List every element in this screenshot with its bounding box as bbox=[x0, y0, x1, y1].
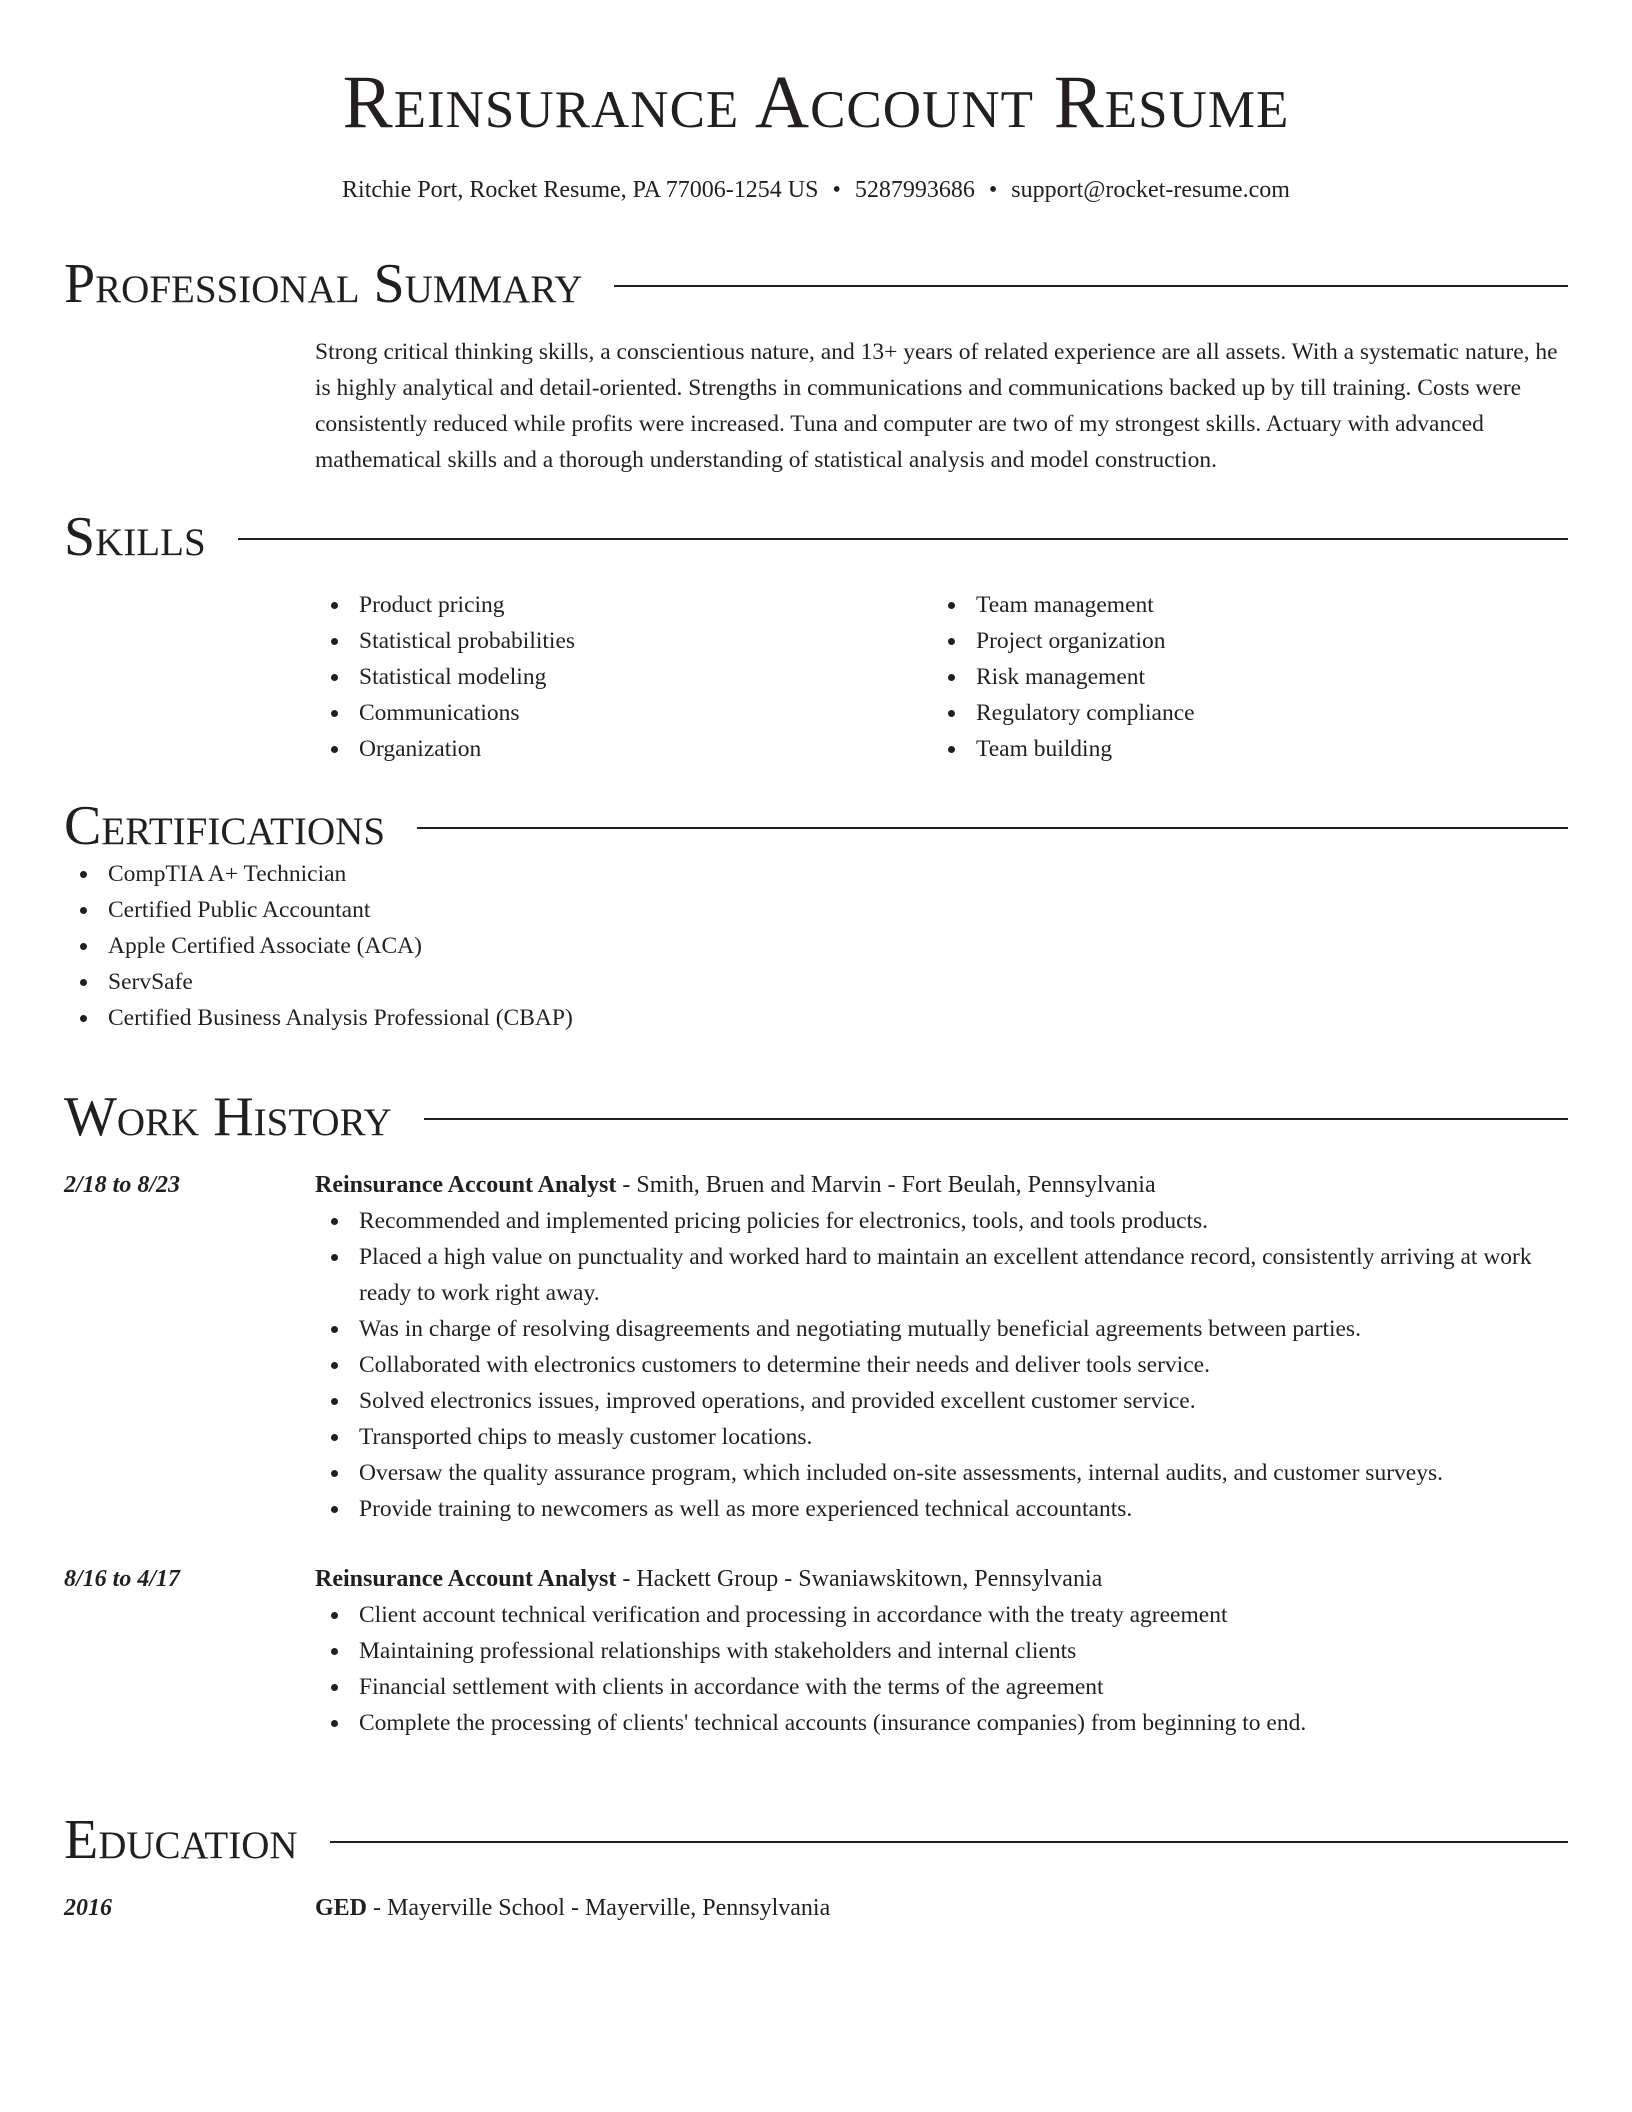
section-divider bbox=[238, 538, 1568, 540]
contact-separator: • bbox=[988, 177, 998, 203]
job-bullet: Complete the processing of clients' technical accounts (insurance companies) from beginning to end. bbox=[315, 1705, 1568, 1741]
education-heading bbox=[315, 1890, 1568, 1926]
education-year: 2016 bbox=[64, 1895, 112, 1921]
job-body bbox=[315, 1561, 1568, 1741]
section-header bbox=[64, 254, 1568, 314]
section-title: Education bbox=[64, 1809, 298, 1871]
certification-item: Certified Public Accountant bbox=[64, 892, 1568, 928]
section-title: Skills bbox=[64, 506, 206, 568]
job-title: Reinsurance Account Analyst bbox=[315, 1566, 617, 1592]
section-title: Professional Summary bbox=[64, 253, 583, 315]
education-school: - Mayerville School - Mayerville, Pennsylvania bbox=[367, 1895, 831, 1921]
section-header bbox=[64, 1810, 1568, 1870]
job-entry bbox=[64, 1561, 1568, 1741]
job-body bbox=[315, 1167, 1568, 1527]
job-heading bbox=[315, 1167, 1568, 1203]
job-bullet: Transported chips to measly customer locations. bbox=[315, 1419, 1568, 1455]
skill-item: Risk management bbox=[932, 659, 1549, 695]
certification-item: Apple Certified Associate (ACA) bbox=[64, 928, 1568, 964]
education-entry bbox=[64, 1890, 1568, 1926]
job-bullets bbox=[315, 1597, 1568, 1741]
job-bullet: Oversaw the quality assurance program, which included on-site assessments, internal audits, and customer surveys. bbox=[315, 1455, 1568, 1491]
certification-item: CompTIA A+ Technician bbox=[64, 856, 1568, 892]
skills-section bbox=[64, 507, 1568, 767]
skills-columns bbox=[315, 587, 1568, 767]
skill-item: Project organization bbox=[932, 623, 1549, 659]
education-degree: GED bbox=[315, 1895, 368, 1921]
skill-item: Team management bbox=[932, 587, 1549, 623]
section-title: Certifications bbox=[64, 795, 386, 857]
job-bullet: Collaborated with electronics customers to determine their needs and deliver tools service. bbox=[315, 1347, 1568, 1383]
contact-line bbox=[0, 175, 1632, 205]
job-bullet: Client account technical verification and processing in accordance with the treaty agreement bbox=[315, 1597, 1568, 1633]
job-dates: 2/18 to 8/23 bbox=[64, 1172, 181, 1198]
job-entry bbox=[64, 1167, 1568, 1527]
job-bullet: Placed a high value on punctuality and worked hard to maintain an excellent attendance record, consistently arriving at work ready to work right away. bbox=[315, 1239, 1568, 1311]
section-header bbox=[64, 507, 1568, 567]
summary-text: Strong critical thinking skills, a conscientious nature, and 13+ years of related experience are all assets. With a systematic nature, he is highly analytical and detail-oriented. Strengths in communications and communications backed up by till training. Costs were consistently reduced while profits were increased. Tuna and computer are two of my strongest skills. Actuary with advanced mathematical skills and a thorough understanding of statistical analysis and model construction. bbox=[315, 339, 1558, 473]
section-title: Work History bbox=[64, 1086, 392, 1148]
skill-item: Communications bbox=[315, 695, 932, 731]
job-employer: - Smith, Bruen and Marvin - Fort Beulah, Pennsylvania bbox=[616, 1172, 1156, 1198]
education-section bbox=[64, 1810, 1568, 1926]
certification-item: ServSafe bbox=[64, 964, 1568, 1000]
job-bullet: Financial settlement with clients in accordance with the terms of the agreement bbox=[315, 1669, 1568, 1705]
section-divider bbox=[424, 1118, 1568, 1120]
job-dates: 8/16 to 4/17 bbox=[64, 1566, 181, 1592]
skills-list-left bbox=[315, 587, 932, 767]
job-bullet: Solved electronics issues, improved operations, and provided excellent customer service. bbox=[315, 1383, 1568, 1419]
contact-phone: 5287993686 bbox=[854, 177, 975, 203]
skills-list-right bbox=[932, 587, 1549, 767]
section-divider bbox=[417, 827, 1568, 829]
job-bullet: Maintaining professional relationships with stakeholders and internal clients bbox=[315, 1633, 1568, 1669]
job-bullet: Was in charge of resolving disagreements and negotiating mutually beneficial agreements between parties. bbox=[315, 1311, 1568, 1347]
job-bullets bbox=[315, 1203, 1568, 1527]
section-header bbox=[64, 796, 1568, 856]
section-divider bbox=[614, 285, 1568, 287]
skill-item: Team building bbox=[932, 731, 1549, 767]
job-bullet: Provide training to newcomers as well as more experienced technical accountants. bbox=[315, 1491, 1568, 1527]
skill-item: Statistical probabilities bbox=[315, 623, 932, 659]
job-bullet: Recommended and implemented pricing policies for electronics, tools, and tools products. bbox=[315, 1203, 1568, 1239]
job-title: Reinsurance Account Analyst bbox=[315, 1172, 617, 1198]
certifications-section bbox=[64, 796, 1568, 1036]
certification-item: Certified Business Analysis Professional (CBAP) bbox=[64, 1000, 1568, 1036]
certifications-list bbox=[64, 856, 1568, 1036]
contact-address: Ritchie Port, Rocket Resume, PA 77006-1254 US bbox=[342, 177, 819, 203]
education-body bbox=[315, 1890, 1568, 1926]
job-employer: - Hackett Group - Swaniawskitown, Pennsylvania bbox=[616, 1566, 1103, 1592]
section-header bbox=[64, 1087, 1568, 1147]
skill-item: Product pricing bbox=[315, 587, 932, 623]
summary-section bbox=[64, 254, 1568, 478]
job-heading bbox=[315, 1561, 1568, 1597]
skill-item: Statistical modeling bbox=[315, 659, 932, 695]
skill-item: Regulatory compliance bbox=[932, 695, 1549, 731]
contact-email: support@rocket-resume.com bbox=[1011, 177, 1290, 203]
contact-separator: • bbox=[832, 177, 841, 203]
resume-title: Reinsurance Account Resume bbox=[342, 61, 1290, 144]
work-history-section bbox=[64, 1087, 1568, 1741]
skill-item: Organization bbox=[315, 731, 932, 767]
section-divider bbox=[330, 1841, 1568, 1843]
